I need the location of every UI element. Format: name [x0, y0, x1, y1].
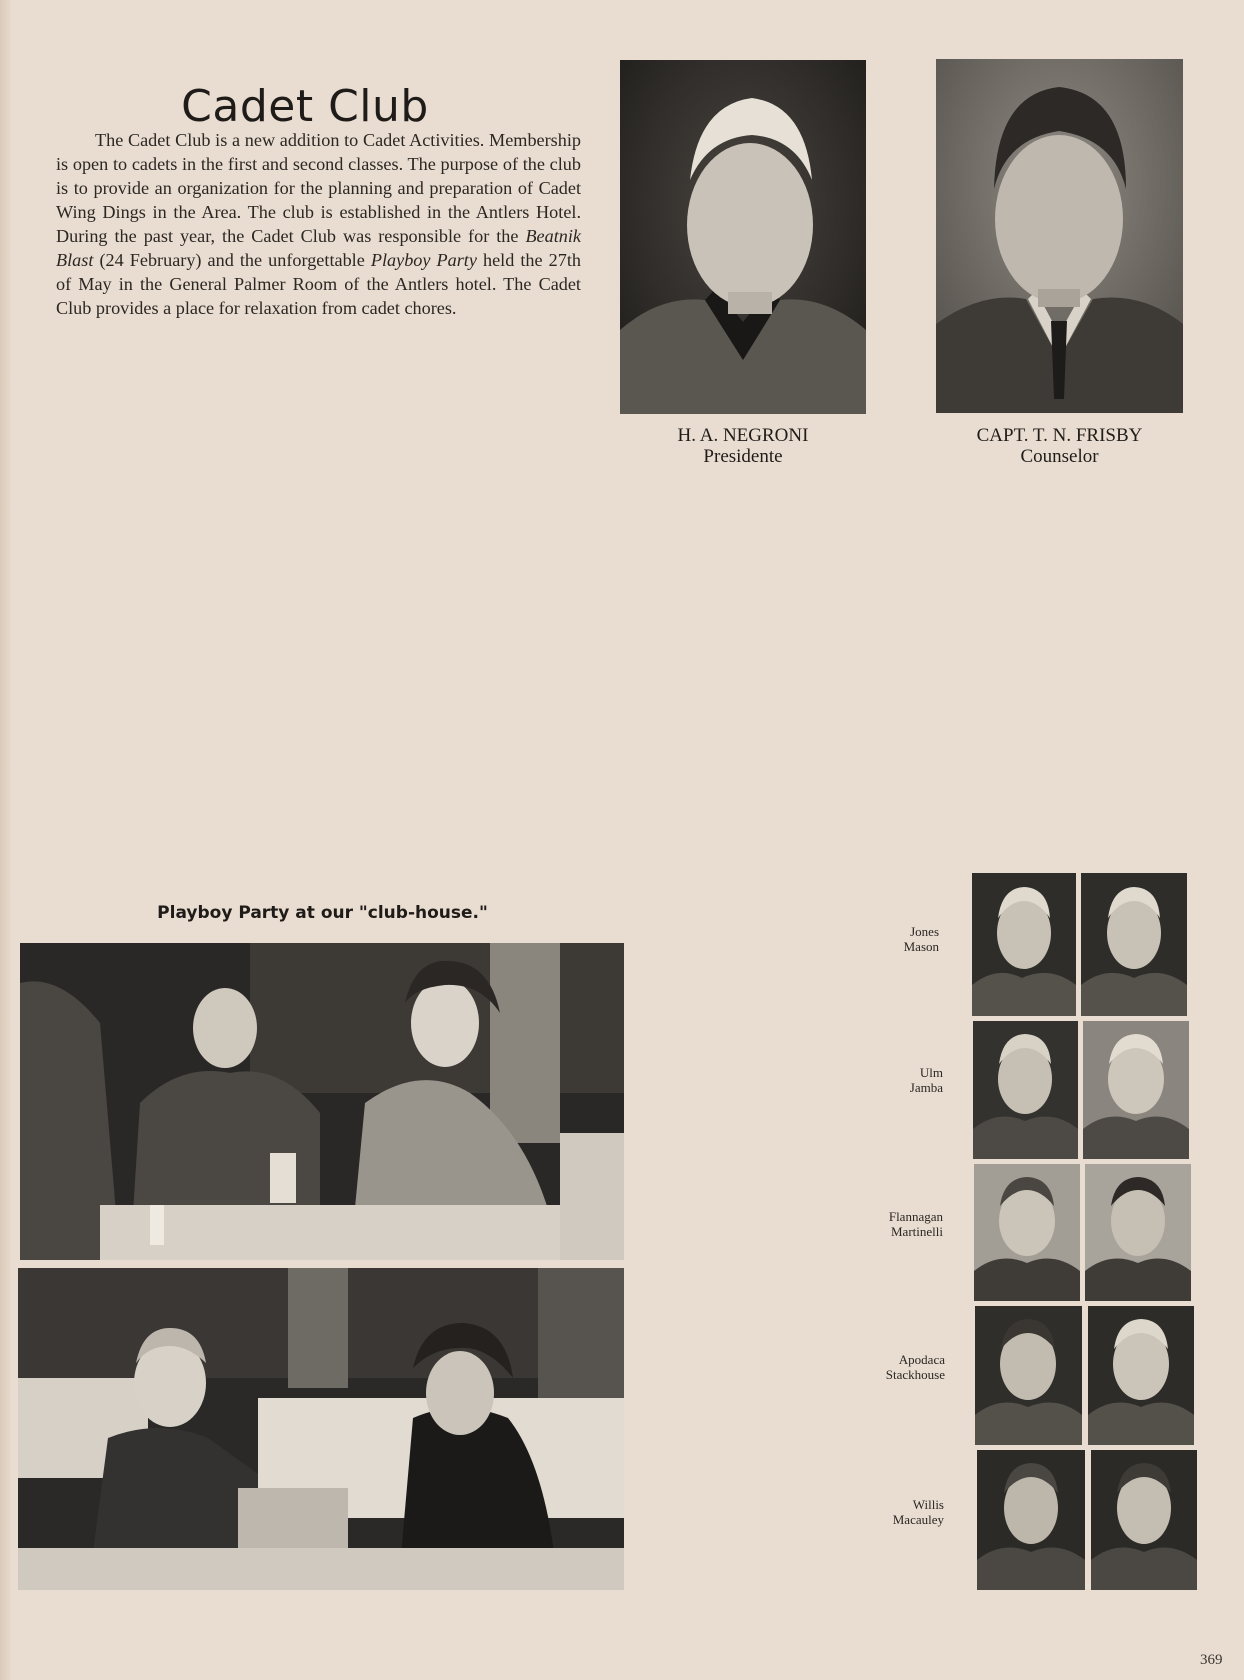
- member-name-left: Jones: [910, 924, 939, 939]
- counselor-portrait: [936, 59, 1183, 413]
- president-caption: [620, 425, 866, 467]
- member-name-right: Stackhouse: [885, 1367, 945, 1382]
- member-portrait-apodaca: [975, 1306, 1082, 1445]
- page-title: Cadet Club: [181, 81, 429, 133]
- president-name: H. A. NEGRONI: [677, 425, 809, 446]
- intro-event-playboy: Playboy Party: [370, 250, 477, 270]
- intro-text-2: (24 February) and the unforgettable: [93, 250, 371, 270]
- counselor-name: CAPT. T. N. FRISBY: [976, 425, 1143, 446]
- page-edge: [0, 0, 12, 1680]
- member-name-left: Apodaca: [898, 1352, 945, 1367]
- member-names-row-4: [835, 1352, 945, 1382]
- member-name-right: Mason: [903, 939, 939, 954]
- president-role: Presidente: [703, 446, 783, 467]
- member-name-left: Flannagan: [888, 1209, 943, 1224]
- counselor-caption: [936, 425, 1183, 467]
- intro-event-beatnik: Beatnik Blast: [56, 226, 581, 270]
- member-name-left: Willis: [912, 1497, 944, 1512]
- member-name-right: Macauley: [892, 1512, 944, 1527]
- member-name-right: Martinelli: [891, 1224, 943, 1239]
- member-name-left: Ulm: [919, 1065, 943, 1080]
- member-portrait-macauley: [1091, 1450, 1197, 1590]
- president-portrait: [620, 60, 866, 414]
- member-name-right: Jamba: [909, 1080, 943, 1095]
- counselor-role: Counselor: [1020, 446, 1099, 467]
- member-portrait-mason: [1081, 873, 1187, 1016]
- intro-text-3: held the 27th of May in the General Palmer Room of the Antlers hotel. The Cadet Club provides a place for relaxation from cadet chores.: [56, 250, 581, 318]
- member-portrait-stackhouse: [1088, 1306, 1194, 1445]
- party-photo-top: [20, 943, 624, 1260]
- member-names-row-3: [833, 1209, 943, 1239]
- intro-text-1: The Cadet Club is a new addition to Cadet Activities. Membership is open to cadets in the first and second classes. The purpose of the club is to provide an organization for the planning and preparation of Cadet Wing Dings in the Area. The club is established in the Antlers Hotel. During the past year, the Cadet Club was responsible for the: [56, 130, 581, 246]
- member-names-row-5: [834, 1497, 944, 1527]
- member-portrait-martinelli: [1085, 1164, 1191, 1301]
- member-portrait-willis: [977, 1450, 1085, 1590]
- party-caption: Playboy Party at our "club-house.": [157, 903, 488, 923]
- member-portrait-ulm: [973, 1021, 1078, 1159]
- intro-paragraph: [56, 128, 581, 320]
- member-names-row-1: [829, 924, 939, 954]
- member-names-row-2: [833, 1065, 943, 1095]
- member-portrait-jones: [972, 873, 1076, 1016]
- member-portrait-flannagan: [974, 1164, 1080, 1301]
- member-portrait-jamba: [1083, 1021, 1189, 1159]
- party-photo-bottom: [18, 1268, 624, 1590]
- page-number: 369: [1200, 1652, 1223, 1668]
